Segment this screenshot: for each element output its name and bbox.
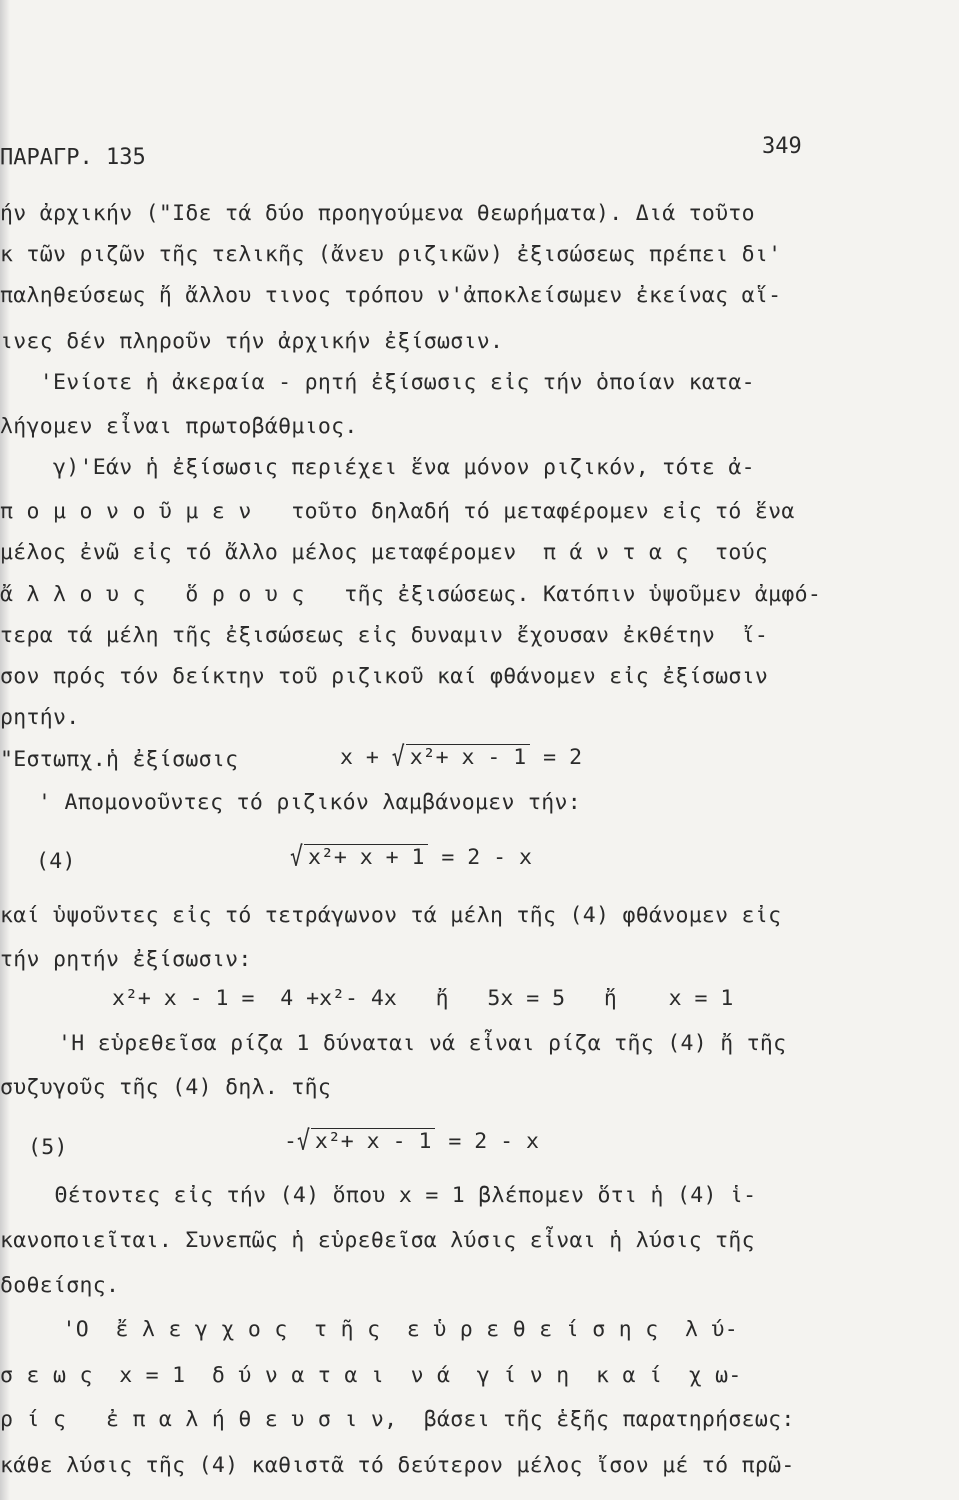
text-line: ινες δέν πληροῦν τήν ἀρχικήν ἐξίσωσιν. <box>0 329 504 354</box>
text-line: 'Ενίοτε ἡ ἀκεραία - ρητή ἐξίσωσις εἰς τήν ὁποίαν κατα- <box>0 370 755 395</box>
equation-radicand: x²+ x + 1 <box>304 844 429 871</box>
equation-label: (4) <box>36 849 76 874</box>
equation-radicand: x²+ x - 1 <box>311 1128 436 1155</box>
text-line: λήγομεν εἶναι πρωτοβάθμιος. <box>0 414 358 439</box>
text-line: κάθε λύσις τῆς (4) καθιστᾶ τό δεύτερον μέλος ἴσον μέ τό πρῶ- <box>0 1453 795 1478</box>
equation-label: (5) <box>28 1135 68 1160</box>
example-label: "Εστωπχ.ἡ ἐξίσωσις <box>0 747 239 772</box>
equation-lhs: - <box>284 1129 297 1154</box>
text-line: κανοποιεῖται. Συνεπῶς ἡ εὑρεθεῖσα λύσις εἶναι ἡ λύσις τῆς <box>0 1228 755 1253</box>
equation-rational: x²+ x - 1 = 4 +x²- 4x ἤ 5x = 5 ἤ x = 1 <box>112 986 734 1011</box>
text-line: ἄ λ λ ο υ ς ὅ ρ ο υ ς τῆς ἐξισώσεως. Κατόπιν ὑψοῦμεν ἀμφό- <box>0 582 822 607</box>
text-line: τερα τά μέλη τῆς ἐξισώσεως εἰς δυναμιν ἔχουσαν ἐκθέτην ἴ- <box>0 623 769 648</box>
text-line: μέλος ἐνῶ εἰς τό ἄλλο μέλος μεταφέρομεν π ά ν τ α ς τούς <box>0 540 769 565</box>
text-line: ' Απομονοῦντες τό ριζικόν λαμβάνομεν τήν: <box>38 790 582 815</box>
equation-rhs: = 2 - x <box>435 1129 539 1154</box>
text-line: κ τῶν ριζῶν τῆς τελικῆς (ἄνευ ριζικῶν) ἐξισώσεως πρέπει δι' <box>0 242 782 267</box>
text-line: σον πρός τόν δείκτην τοῦ ριζικοῦ καί φθάνομεν εἰς ἐξίσωσιν <box>0 664 769 689</box>
text-line: τήν ρητήν ἐξίσωσιν: <box>0 947 252 972</box>
text-line: ρητήν. <box>0 705 80 730</box>
text-line: σ ε ω ς x = 1 δ ύ ν α τ α ι ν ά γ ί ν η κ α ί χ ω- <box>0 1363 742 1388</box>
text-line: ήν ἀρχικήν ("Ιδε τά δύο προηγούμενα θεωρήματα). Διά τοῦτο <box>0 201 755 226</box>
text-line: π ο μ ο ν ο ῦ μ ε ν τοῦτο δηλαδή τό μεταφέρομεν εἰς τό ἕνα <box>0 499 795 524</box>
text-line: συζυγοῦς τῆς (4) δηλ. τῆς <box>0 1075 332 1100</box>
equation-original <box>340 741 583 773</box>
radical-sign: √ <box>296 1125 310 1157</box>
page-number: 349 <box>762 134 802 159</box>
text-line: Θέτοντες εἰς τήν (4) ὅπου x = 1 βλέπομεν ὅτι ἡ (4) ἱ- <box>28 1183 757 1208</box>
radical-sign: √ <box>391 741 405 773</box>
equation-4 <box>290 841 533 873</box>
section-header: ΠΑΡΑΓΡ. 135 <box>0 145 146 170</box>
equation-rhs: = 2 - x <box>428 845 533 870</box>
text-line: 'Η εὑρεθεῖσα ρίζα 1 δύναται νά εἶναι ρίζα τῆς (4) ἤ τῆς <box>58 1031 787 1056</box>
text-line: καί ὑψοῦντες εἰς τό τετράγωνον τά μέλη τῆς (4) φθάνομεν εἰς <box>0 903 782 928</box>
equation-radicand: x²+ x - 1 <box>406 744 531 771</box>
text-line: 'Ο ἔ λ ε γ χ ο ς τ ῆ ς ε ὑ ρ ε θ ε ί σ η ς λ ύ- <box>36 1317 738 1342</box>
equation-5 <box>284 1125 539 1157</box>
radical-sign: √ <box>290 841 303 873</box>
text-line: γ)'Εάν ἡ ἐξίσωσις περιέχει ἕνα μόνον ριζικόν, τότε ἀ- <box>0 455 755 480</box>
text-line: παληθεύσεως ἤ ἄλλου τινος τρόπου ν'ἀποκλείσωμεν ἐκείνας αἵ- <box>0 283 782 308</box>
equation-rhs: = 2 <box>530 745 583 770</box>
text-line: δοθείσης. <box>0 1273 120 1298</box>
text-line: ρ ί ς ἐ π α λ ή θ ε υ σ ι ν, βάσει τῆς ἑξῆς παρατηρήσεως: <box>0 1407 795 1432</box>
equation-lhs: x + <box>340 745 392 770</box>
